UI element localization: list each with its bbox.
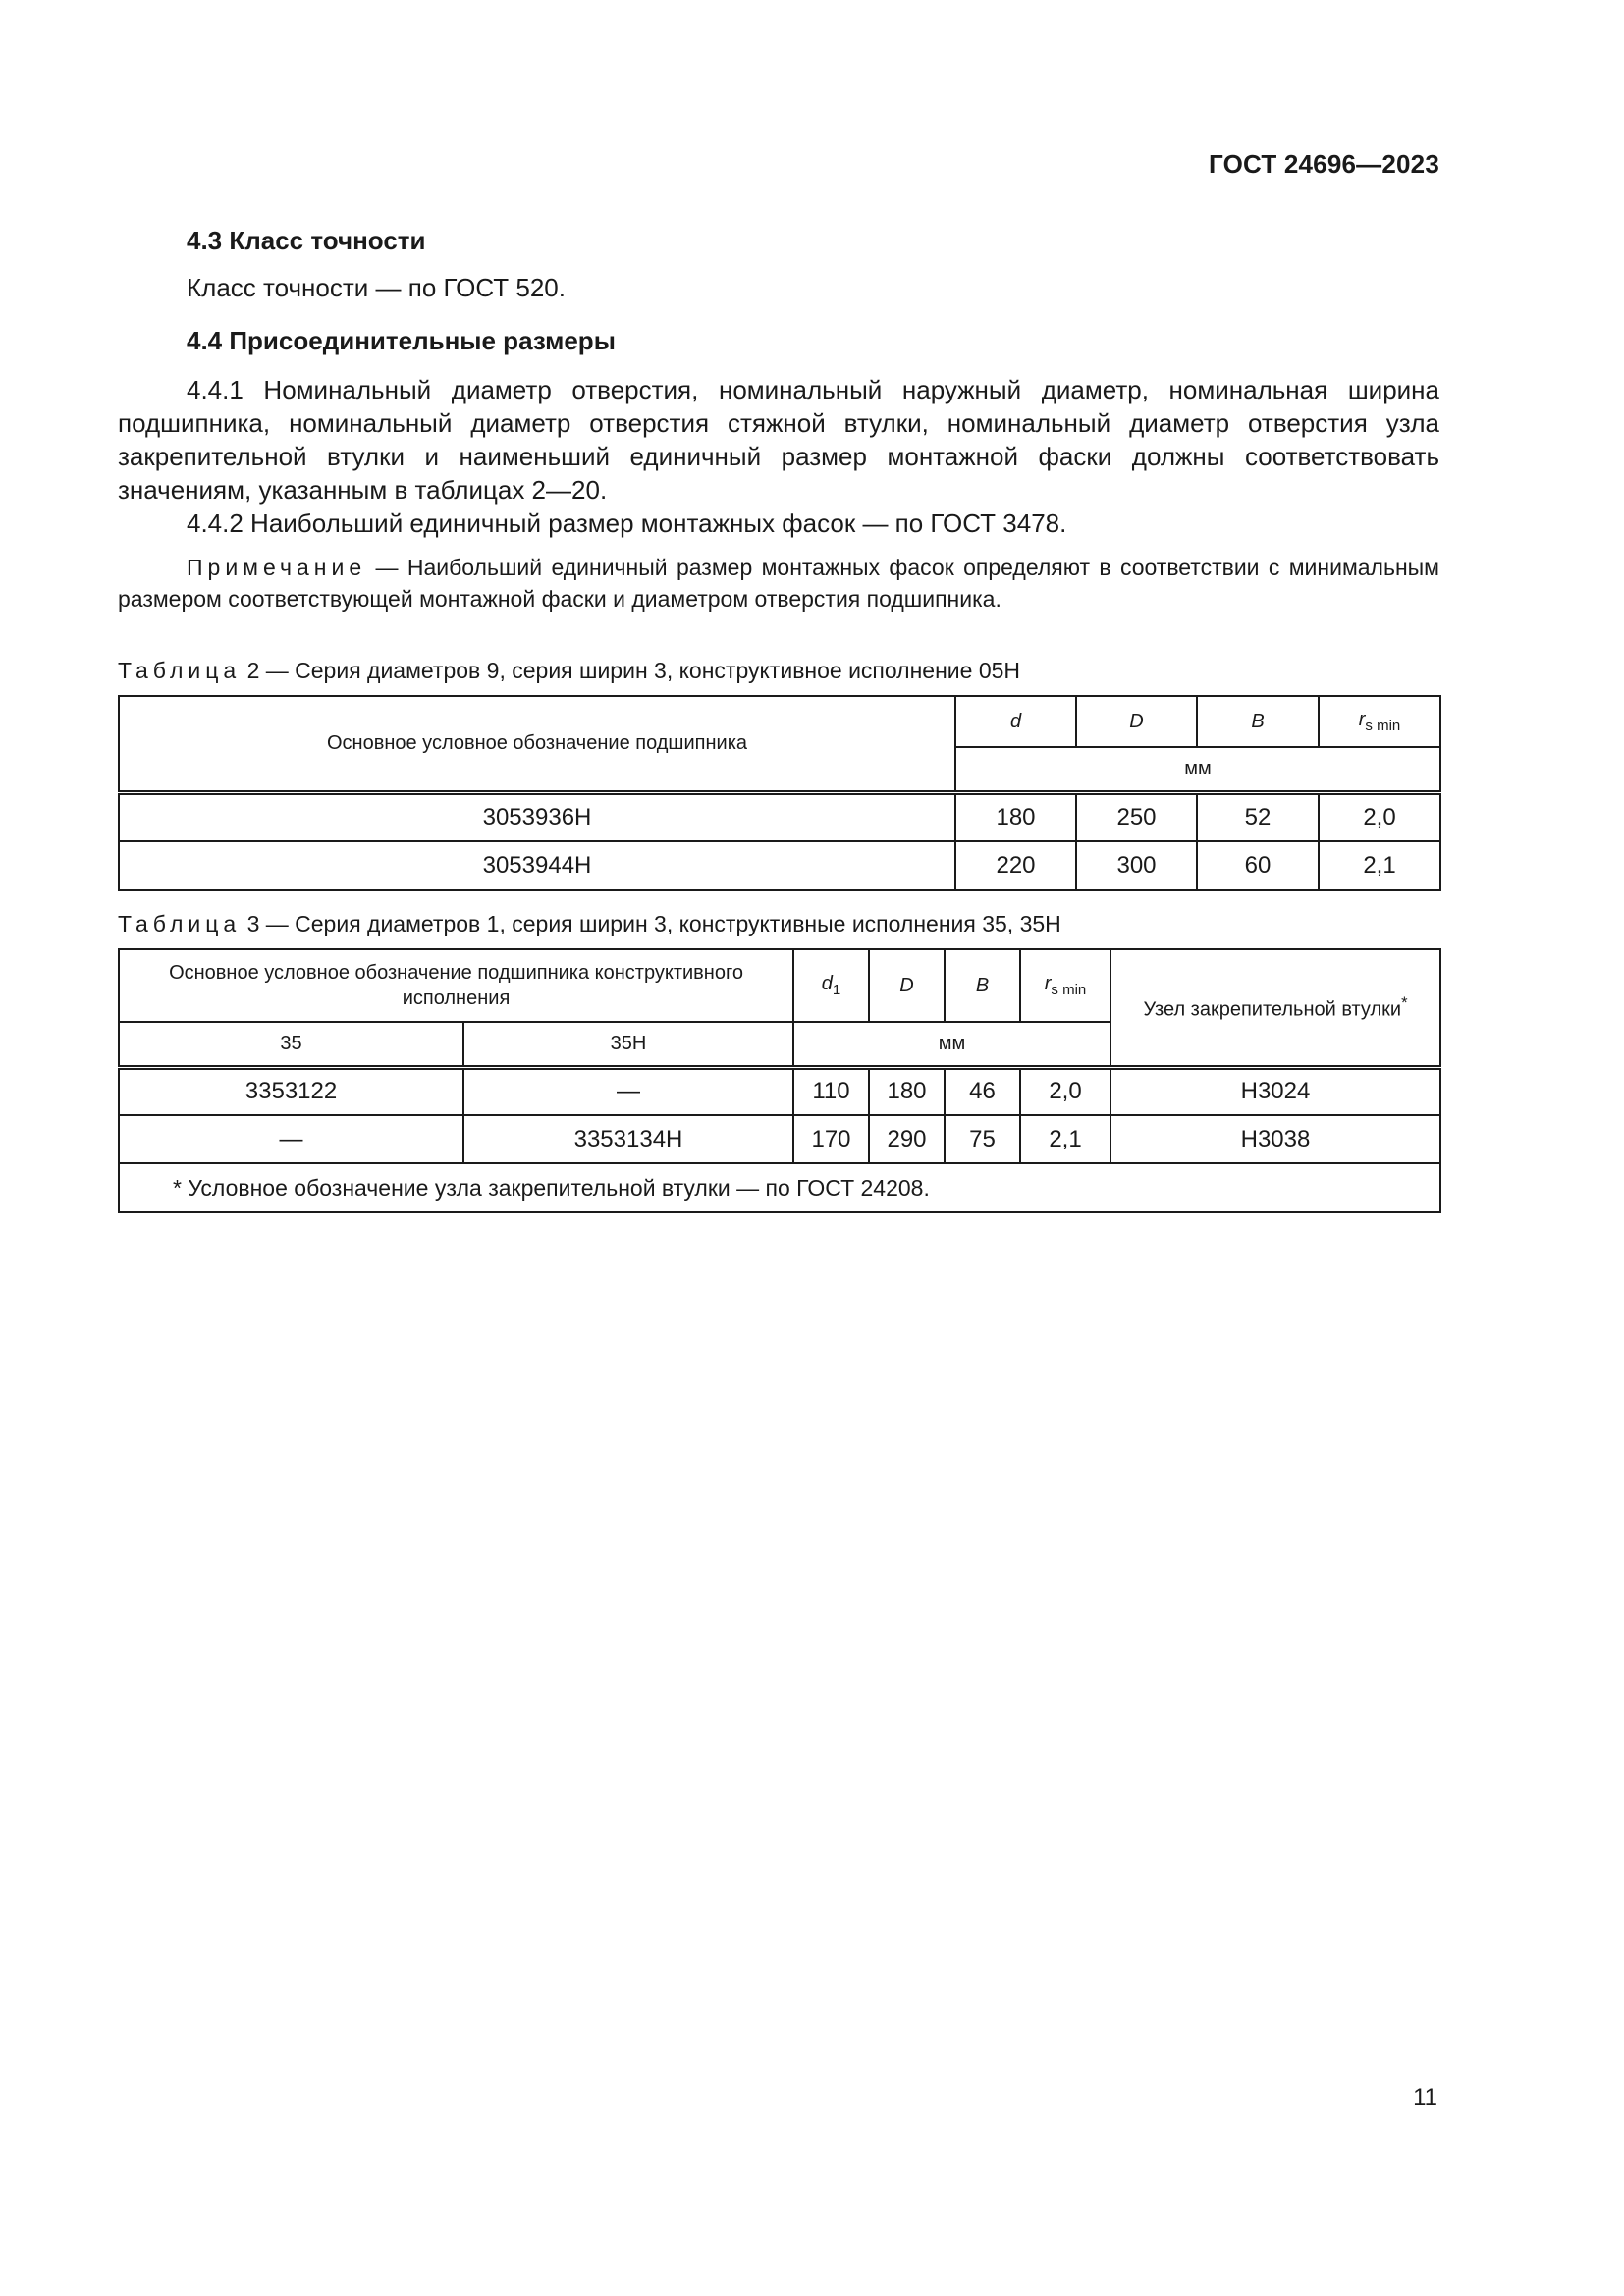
- table-2-cell-B: 60: [1197, 841, 1319, 890]
- page-content: [118, 224, 1439, 1213]
- paragraph-4-4-2: 4.4.2 Наибольший единичный размер монтажных фасок — по ГОСТ 3478.: [187, 508, 1067, 538]
- document-code: ГОСТ 24696—2023: [1209, 149, 1439, 179]
- table-2-caption-label: Таблица: [118, 658, 242, 683]
- table-2-cell-r: 2,1: [1319, 841, 1440, 890]
- note: [118, 552, 1439, 614]
- table-3-cell-B: 46: [945, 1067, 1020, 1115]
- table-2-cell-designation: 3053944Н: [119, 841, 955, 890]
- table-3-cell-r: 2,0: [1020, 1067, 1110, 1115]
- table-2-cell-r: 2,0: [1319, 792, 1440, 841]
- table-3-cell-35: 3353122: [119, 1067, 463, 1115]
- table-2-head-r: $r_{s min}$: [1319, 696, 1440, 747]
- table-3-head-sleeve: Узел закрепительной втулки*: [1110, 949, 1440, 1067]
- table-3-cell-35H: 3353134Н: [463, 1115, 793, 1163]
- table-3-head-35: 35: [119, 1022, 463, 1067]
- table-3-footnote: * Условное обозначение узла закрепительной втулки — по ГОСТ 24208.: [119, 1163, 1440, 1212]
- paragraph-4-4-1: 4.4.1 Номинальный диаметр отверстия, номинальный наружный диаметр, номинальная ширина подшипника, номинальный диаметр отверстия стяжной втулки, номинальный диаметр отверстия узла закрепительной втулки и наименьший единичный размер монтажной фаски должны соответствовать значениям, указанным в таблицах 2—20.: [118, 375, 1439, 505]
- table-3-unit: мм: [793, 1022, 1110, 1067]
- table-3-cell-35H: —: [463, 1067, 793, 1115]
- table-3-head-r: $r_{s min}$: [1020, 949, 1110, 1022]
- page-number: 11: [1413, 2084, 1437, 2110]
- table-3-cell-sleeve: Н3024: [1110, 1067, 1440, 1115]
- table-2-head-D: D: [1076, 696, 1197, 747]
- note-label: Примечание: [187, 555, 367, 580]
- table-2-cell-B: 52: [1197, 792, 1319, 841]
- table-3-head-designation: Основное условное обозначение подшипника конструктивного исполнения: [119, 949, 793, 1022]
- table-3-cell-B: 75: [945, 1115, 1020, 1163]
- section-4-4-title: 4.4 Присоединительные размеры: [187, 326, 616, 355]
- table-2: [118, 695, 1441, 891]
- table-row: [119, 841, 1440, 890]
- table-3-cell-sleeve: Н3038: [1110, 1115, 1440, 1163]
- table-3-cell-D: 180: [869, 1067, 945, 1115]
- table-3-caption-label: Таблица: [118, 911, 242, 936]
- table-2-cell-D: 300: [1076, 841, 1197, 890]
- table-3-head-B: B: [945, 949, 1020, 1022]
- note-text: — Наибольший единичный размер монтажных фасок определяют в соответствии с минимальным размером соответствующей монтажной фаски и диаметром отверстия подшипника.: [118, 555, 1439, 612]
- table-2-head-designation: Основное условное обозначение подшипника: [119, 696, 955, 792]
- section-4-3-text: Класс точности — по ГОСТ 520.: [187, 273, 566, 302]
- table-3-cell-d1: 170: [793, 1115, 869, 1163]
- table-3-caption: [118, 909, 1439, 938]
- table-row: [119, 792, 1440, 841]
- table-2-caption: [118, 656, 1439, 685]
- table-3-cell-r: 2,1: [1020, 1115, 1110, 1163]
- table-2-cell-d: 180: [955, 792, 1076, 841]
- table-row: [119, 1067, 1440, 1115]
- table-2-cell-designation: 3053936Н: [119, 792, 955, 841]
- table-3-caption-text: 3 — Серия диаметров 1, серия ширин 3, конструктивные исполнения 35, 35Н: [241, 911, 1061, 936]
- table-3-head-35H: 35Н: [463, 1022, 793, 1067]
- table-2-head-B: B: [1197, 696, 1319, 747]
- table-3-cell-d1: 110: [793, 1067, 869, 1115]
- table-2-caption-text: 2 — Серия диаметров 9, серия ширин 3, конструктивное исполнение 05Н: [241, 658, 1021, 683]
- table-2-cell-d: 220: [955, 841, 1076, 890]
- table-3-cell-35: —: [119, 1115, 463, 1163]
- section-4-3-title: 4.3 Класс точности: [187, 226, 426, 255]
- table-3-head-D: D: [869, 949, 945, 1022]
- table-2-cell-D: 250: [1076, 792, 1197, 841]
- table-3-cell-D: 290: [869, 1115, 945, 1163]
- table-row: [119, 1115, 1440, 1163]
- table-2-unit: мм: [955, 747, 1440, 792]
- table-2-head-d: d: [955, 696, 1076, 747]
- table-3: [118, 948, 1441, 1213]
- table-3-head-d1: $d_1$: [793, 949, 869, 1022]
